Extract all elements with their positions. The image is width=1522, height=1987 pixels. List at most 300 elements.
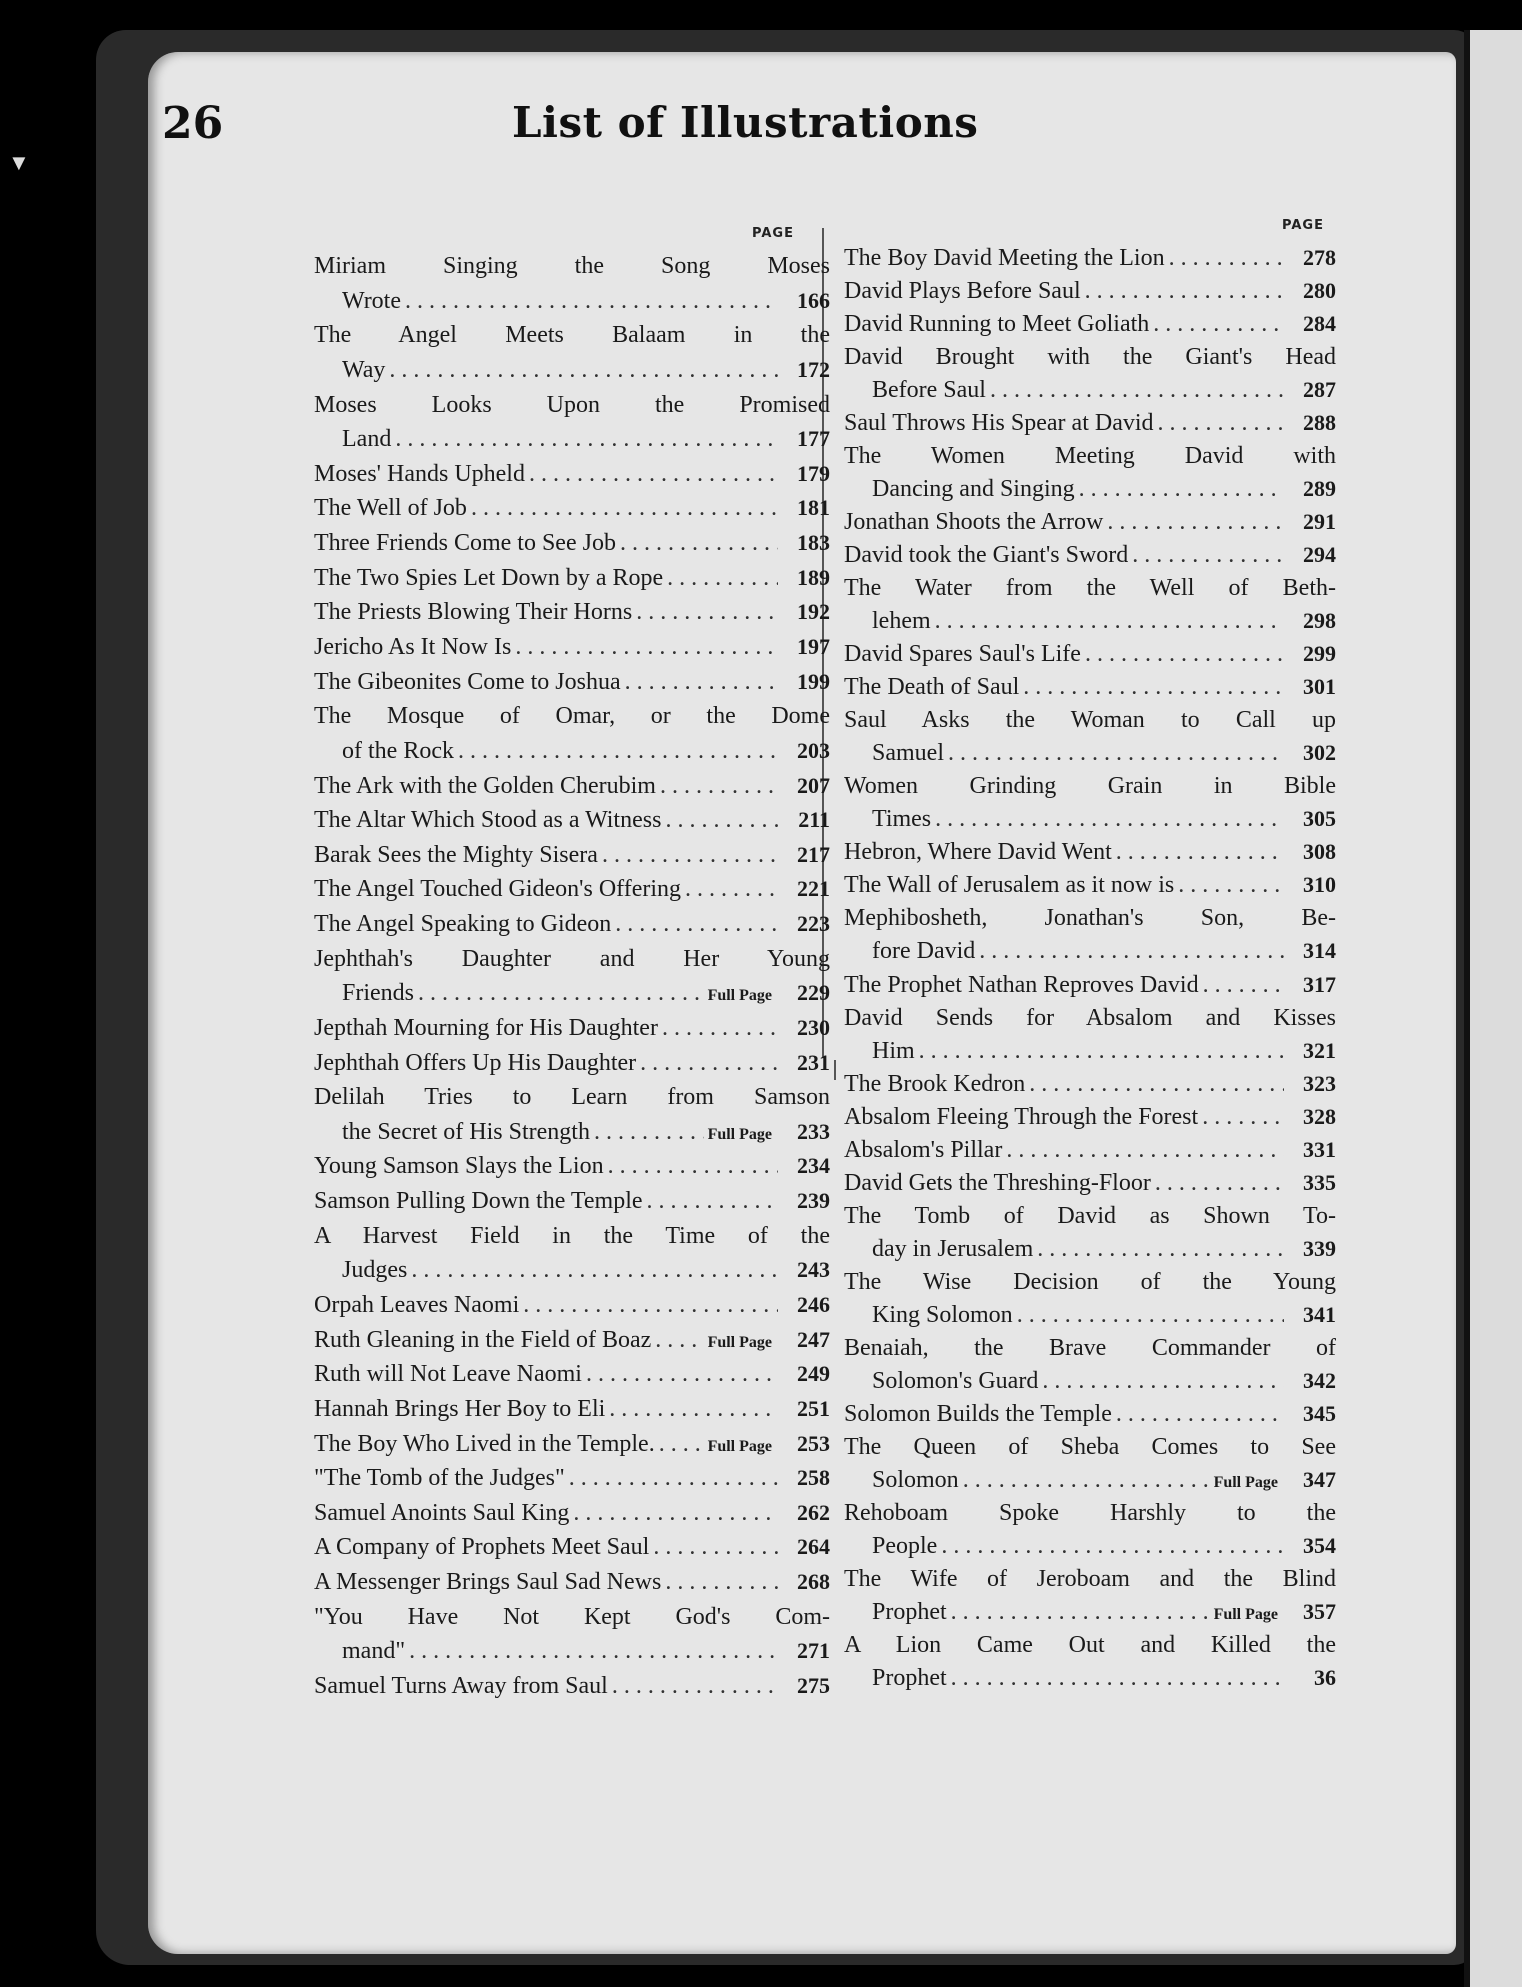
page-ref: 217 <box>797 843 830 867</box>
illustration-entry-line <box>342 739 830 763</box>
page-ref: 258 <box>797 1466 830 1490</box>
page-ref: 36 <box>1314 1666 1336 1690</box>
illustration-entry-line <box>872 939 1336 963</box>
dot-leader <box>573 1501 778 1525</box>
illustration-title: Delilah Tries to Learn from Samson <box>314 1085 830 1109</box>
illustration-title: Solomon Builds the Temple <box>844 1402 1112 1426</box>
dot-leader <box>1155 1171 1284 1195</box>
page-ref: 177 <box>797 427 830 451</box>
illustration-entry-line <box>342 1639 830 1663</box>
illustration-title: "You Have Not Kept God's Com- <box>314 1605 830 1629</box>
dot-leader <box>659 1432 704 1456</box>
dot-leader <box>1116 840 1284 864</box>
illustration-title: "The Tomb of the Judges" <box>314 1466 565 1490</box>
illustration-title: lehem <box>872 609 931 633</box>
dot-leader <box>1202 1105 1284 1129</box>
illustration-title: The Queen of Sheba Comes to See <box>844 1435 1336 1459</box>
illustration-title: The Gibeonites Come to Joshua <box>314 670 621 694</box>
illustration-entry-line <box>314 1189 830 1213</box>
dot-leader <box>1042 1369 1284 1393</box>
dot-leader <box>1085 642 1284 666</box>
dot-leader <box>941 1534 1284 1558</box>
illustration-entry-line <box>314 1224 830 1248</box>
page-ref: 339 <box>1303 1237 1336 1261</box>
page-ref: 181 <box>797 496 830 520</box>
full-page-note: Full Page <box>707 1438 772 1455</box>
illustration-title: Benaiah, the Brave Commander of <box>844 1336 1336 1360</box>
illustration-entry-line <box>872 741 1336 765</box>
illustration-title: Jepthah Mourning for His Daughter <box>314 1016 658 1040</box>
illustration-entry-line <box>872 609 1336 633</box>
illustration-entry-line <box>314 704 830 728</box>
illustration-title: A Lion Came Out and Killed the <box>844 1633 1336 1657</box>
dot-leader <box>935 609 1284 633</box>
illustration-entry-line <box>872 1039 1336 1063</box>
illustration-title: Dancing and Singing <box>872 477 1075 501</box>
dot-leader <box>653 1535 778 1559</box>
illustration-entry-line <box>314 1570 830 1594</box>
dot-leader <box>1203 973 1284 997</box>
dot-leader <box>935 807 1284 831</box>
illustration-entry-line <box>314 254 830 278</box>
page-ref: 289 <box>1303 477 1336 501</box>
page-ref: 211 <box>798 808 830 832</box>
dot-leader <box>640 1051 778 1075</box>
illustration-entry-line <box>844 246 1336 270</box>
illustration-entry-line <box>844 576 1336 600</box>
illustration-title: The Prophet Nathan Reproves David <box>844 973 1199 997</box>
illustration-entry-line <box>844 345 1336 369</box>
illustration-title: Samuel Turns Away from Saul <box>314 1674 608 1698</box>
illustration-title: The Brook Kedron <box>844 1072 1026 1096</box>
illustration-title: Times <box>872 807 932 831</box>
dot-leader <box>1132 543 1284 567</box>
page-ref: 229 <box>797 981 830 1005</box>
dot-leader <box>665 808 778 832</box>
illustration-title: The Mosque of Omar, or the Dome <box>314 704 830 728</box>
dot-leader <box>963 1468 1210 1492</box>
illustration-entry-line <box>314 1362 830 1386</box>
illustration-entry-line <box>844 1006 1336 1030</box>
page-ref: 203 <box>797 739 830 763</box>
left-column-heading: PAGE <box>752 226 794 241</box>
illustration-title: The Death of Saul <box>844 675 1020 699</box>
illustration-title: the Secret of His Strength <box>342 1120 590 1144</box>
dot-leader <box>625 670 778 694</box>
dot-leader <box>418 981 704 1005</box>
illustration-title: The Two Spies Let Down by a Rope <box>314 566 664 590</box>
page-ref: 239 <box>797 1189 830 1213</box>
dot-leader <box>569 1466 778 1490</box>
illustration-entry-line <box>872 1468 1336 1492</box>
illustration-title: Him <box>872 1039 915 1063</box>
page-ref: 284 <box>1303 312 1336 336</box>
illustration-title: Judges <box>342 1258 408 1282</box>
illustration-entry-line <box>342 981 830 1005</box>
page-ref: 323 <box>1303 1072 1336 1096</box>
dot-leader <box>471 496 778 520</box>
illustration-entry-line <box>844 840 1336 864</box>
page-ref: 347 <box>1303 1468 1336 1492</box>
illustration-entry-line <box>314 1085 830 1109</box>
dot-leader <box>990 378 1284 402</box>
illustration-title: fore David <box>872 939 976 963</box>
page-ref: 223 <box>797 912 830 936</box>
dot-leader <box>586 1362 778 1386</box>
illustration-entry-line <box>844 774 1336 798</box>
full-page-note: Full Page <box>1213 1474 1278 1491</box>
illustration-entry-line <box>844 1501 1336 1525</box>
dot-leader <box>602 843 778 867</box>
dot-leader <box>1079 477 1284 501</box>
full-page-note: Full Page <box>707 1126 772 1143</box>
dot-leader <box>1017 1303 1284 1327</box>
page-ref: 247 <box>797 1328 830 1352</box>
dot-leader <box>609 1397 778 1421</box>
illustration-title: Saul Asks the Woman to Call up <box>844 708 1336 732</box>
illustration-title: David Sends for Absalom and Kisses <box>844 1006 1336 1030</box>
illustration-title: Jephthah Offers Up His Daughter <box>314 1051 637 1075</box>
dot-leader <box>608 1154 778 1178</box>
illustration-entry-line <box>314 670 830 694</box>
dot-leader <box>1085 279 1284 303</box>
page-ref: 280 <box>1303 279 1336 303</box>
page-ref: 294 <box>1303 543 1336 567</box>
illustration-title: David Gets the Threshing-Floor <box>844 1171 1151 1195</box>
page-ref: 341 <box>1303 1303 1336 1327</box>
dot-leader <box>1158 411 1284 435</box>
illustration-entry-line <box>872 1600 1336 1624</box>
illustration-entry-line <box>342 358 830 382</box>
page-ref: 308 <box>1303 840 1336 864</box>
page-ref: 189 <box>797 566 830 590</box>
illustration-entry-line <box>314 1432 830 1456</box>
page-ref: 251 <box>797 1397 830 1421</box>
right-column-heading: PAGE <box>1282 218 1324 233</box>
illustration-entry-line <box>844 1105 1336 1129</box>
illustration-entry-line <box>844 1171 1336 1195</box>
illustration-entry-line <box>844 444 1336 468</box>
illustration-title: The Angel Touched Gideon's Offering <box>314 877 682 901</box>
illustration-title: The Well of Job <box>314 496 467 520</box>
illustration-title: Hannah Brings Her Boy to Eli <box>314 1397 606 1421</box>
illustration-title: Mephibosheth, Jonathan's Son, Be- <box>844 906 1336 930</box>
illustration-entry-line <box>844 312 1336 336</box>
illustration-title: Orpah Leaves Naomi <box>314 1293 520 1317</box>
page-ref: 197 <box>797 635 830 659</box>
page-ref: 328 <box>1303 1105 1336 1129</box>
illustration-entry-line <box>844 279 1336 303</box>
illustration-entry-line <box>872 1534 1336 1558</box>
illustration-entry-line <box>314 600 830 624</box>
illustration-entry-line <box>342 427 830 451</box>
illustration-title: Prophet <box>872 1600 947 1624</box>
illustration-title: The Angel Speaking to Gideon <box>314 912 612 936</box>
illustration-entry-line <box>844 1402 1336 1426</box>
illustration-entry-line <box>314 393 830 417</box>
page-ref: 275 <box>797 1674 830 1698</box>
illustration-title: David Spares Saul's Life <box>844 642 1081 666</box>
illustration-title: A Messenger Brings Saul Sad News <box>314 1570 662 1594</box>
page-ref: 199 <box>797 670 830 694</box>
dot-leader <box>620 531 778 555</box>
illustration-title: Barak Sees the Mighty Sisera <box>314 843 598 867</box>
illustration-title: Hebron, Where David Went <box>844 840 1112 864</box>
illustration-title: Rehoboam Spoke Harshly to the <box>844 1501 1336 1525</box>
illustration-title: Samuel <box>872 741 944 765</box>
illustration-entry-line <box>844 973 1336 997</box>
illustration-entry-line <box>314 843 830 867</box>
illustration-title: Three Friends Come to See Job <box>314 531 616 555</box>
illustration-entry-line <box>314 496 830 520</box>
dot-leader <box>594 1120 704 1144</box>
illustration-entry-line <box>314 808 830 832</box>
illustration-entry-line <box>844 1435 1336 1459</box>
illustration-entry-line <box>872 807 1336 831</box>
dot-leader <box>951 1666 1284 1690</box>
dot-leader <box>1178 873 1284 897</box>
page-ref: 207 <box>797 774 830 798</box>
page-ref: 264 <box>797 1535 830 1559</box>
page-ref: 288 <box>1303 411 1336 435</box>
page-ref: 321 <box>1303 1039 1336 1063</box>
illustration-entry-line <box>342 1120 830 1144</box>
dot-leader <box>612 1674 778 1698</box>
illustration-entry-line <box>872 1369 1336 1393</box>
illustration-title: David Brought with the Giant's Head <box>844 345 1336 369</box>
illustration-entry-line <box>872 1237 1336 1261</box>
illustration-title: The Altar Which Stood as a Witness <box>314 808 662 832</box>
page-ref: 192 <box>797 600 830 624</box>
illustration-entry-line <box>844 411 1336 435</box>
illustration-title: day in Jerusalem <box>872 1237 1034 1261</box>
dot-leader <box>685 877 778 901</box>
illustration-title: Jericho As It Now Is <box>314 635 512 659</box>
dot-leader <box>409 1639 778 1663</box>
page-ref: 231 <box>797 1051 830 1075</box>
illustration-entry-line <box>872 477 1336 501</box>
illustration-title: David Running to Meet Goliath <box>844 312 1150 336</box>
illustration-title: Way <box>342 358 386 382</box>
page-ref: 302 <box>1303 741 1336 765</box>
illustration-entry-line <box>314 1605 830 1629</box>
page-number: 26 <box>162 98 224 149</box>
illustration-entry-line <box>314 1051 830 1075</box>
illustration-title: Solomon <box>872 1468 959 1492</box>
illustration-title: David took the Giant's Sword <box>844 543 1129 567</box>
dot-leader <box>667 566 778 590</box>
dot-leader <box>919 1039 1284 1063</box>
full-page-note: Full Page <box>707 1334 772 1351</box>
page-ref: 183 <box>797 531 830 555</box>
illustration-entry-line <box>844 1567 1336 1591</box>
page-ref: 249 <box>797 1362 830 1386</box>
page-ref: 317 <box>1303 973 1336 997</box>
dot-leader <box>662 1016 778 1040</box>
page-ref: 301 <box>1303 675 1336 699</box>
illustration-title: The Wise Decision of the Young <box>844 1270 1336 1294</box>
illustration-entry-line <box>314 774 830 798</box>
full-page-note: Full Page <box>707 987 772 1004</box>
page-ref: 172 <box>797 358 830 382</box>
facing-page-edge <box>1464 30 1522 1987</box>
dot-leader <box>660 774 778 798</box>
page-ref: 271 <box>797 1639 830 1663</box>
dot-leader <box>1116 1402 1284 1426</box>
illustration-entry-line <box>314 1535 830 1559</box>
page-ref: 291 <box>1303 510 1336 534</box>
illustration-title: Wrote <box>342 289 402 313</box>
illustration-title: King Solomon <box>872 1303 1013 1327</box>
page-ref: 298 <box>1303 609 1336 633</box>
illustration-entry-line <box>844 906 1336 930</box>
page-ref: 230 <box>797 1016 830 1040</box>
page-ref: 310 <box>1303 873 1336 897</box>
illustration-title: Jephthah's Daughter and Her Young <box>314 947 830 971</box>
dot-leader <box>1006 1138 1284 1162</box>
illustration-entry-line <box>872 1303 1336 1327</box>
dot-leader <box>515 635 778 659</box>
page-ref: 331 <box>1303 1138 1336 1162</box>
illustration-title: Young Samson Slays the Lion <box>314 1154 604 1178</box>
illustration-title: David Plays Before Saul <box>844 279 1081 303</box>
illustration-title: A Harvest Field in the Time of the <box>314 1224 830 1248</box>
page-ref: 179 <box>797 462 830 486</box>
illustration-title: Land <box>342 427 392 451</box>
illustration-title: Miriam Singing the Song Moses <box>314 254 830 278</box>
illustration-title: The Wall of Jerusalem as it now is <box>844 873 1175 897</box>
illustration-title: Ruth Gleaning in the Field of Boaz <box>314 1328 652 1352</box>
page-ref: 287 <box>1303 378 1336 402</box>
illustration-title: Jonathan Shoots the Arrow <box>844 510 1104 534</box>
dot-leader <box>647 1189 778 1213</box>
page-ref: 278 <box>1303 246 1336 270</box>
page-ref: 354 <box>1303 1534 1336 1558</box>
illustration-entry-line <box>314 1154 830 1178</box>
illustration-entry-line <box>314 947 830 971</box>
page-ref: 342 <box>1303 1369 1336 1393</box>
margin-mark-icon: ▼ <box>8 150 30 175</box>
illustration-entry-line <box>844 1336 1336 1360</box>
illustration-entry-line <box>314 531 830 555</box>
illustration-entry-line <box>314 1397 830 1421</box>
column-divider-mark <box>834 1060 836 1080</box>
dot-leader <box>1153 312 1284 336</box>
illustration-entry-line <box>314 462 830 486</box>
illustration-title: The Wife of Jeroboam and the Blind <box>844 1567 1336 1591</box>
illustration-title: Solomon's Guard <box>872 1369 1039 1393</box>
dot-leader <box>655 1328 703 1352</box>
page-ref: 357 <box>1303 1600 1336 1624</box>
illustration-title: Samuel Anoints Saul King <box>314 1501 570 1525</box>
page-ref: 234 <box>797 1154 830 1178</box>
illustration-entry-line <box>314 1466 830 1490</box>
illustration-title: Saul Throws His Spear at David <box>844 411 1154 435</box>
illustration-entry-line <box>314 566 830 590</box>
illustration-entry-line <box>844 1633 1336 1657</box>
running-title: List of Illustrations <box>512 98 979 147</box>
illustration-entry-line <box>844 1072 1336 1096</box>
dot-leader <box>1029 1072 1284 1096</box>
illustration-entry-line <box>314 877 830 901</box>
illustration-title: The Boy David Meeting the Lion <box>844 246 1165 270</box>
illustration-entry-line <box>844 642 1336 666</box>
page-ref: 243 <box>797 1258 830 1282</box>
dot-leader <box>523 1293 778 1317</box>
illustration-title: The Water from the Well of Beth- <box>844 576 1336 600</box>
illustration-entry-line <box>314 635 830 659</box>
illustration-entry-line <box>342 289 830 313</box>
illustration-entry-line <box>314 1501 830 1525</box>
illustration-entry-line <box>314 1328 830 1352</box>
illustration-title: The Tomb of David as Shown To- <box>844 1204 1336 1228</box>
illustration-entry-line <box>844 1138 1336 1162</box>
page-ref: 262 <box>797 1501 830 1525</box>
dot-leader <box>529 462 778 486</box>
dot-leader <box>948 741 1284 765</box>
illustration-title: Prophet <box>872 1666 947 1690</box>
illustration-entry-line <box>844 675 1336 699</box>
page-ref: 166 <box>797 289 830 313</box>
dot-leader <box>389 358 778 382</box>
dot-leader <box>979 939 1284 963</box>
page-ref: 305 <box>1303 807 1336 831</box>
page-ref: 246 <box>797 1293 830 1317</box>
illustration-title: Friends <box>342 981 414 1005</box>
dot-leader <box>1107 510 1284 534</box>
illustration-title: Samson Pulling Down the Temple <box>314 1189 643 1213</box>
dot-leader <box>665 1570 778 1594</box>
dot-leader <box>1023 675 1284 699</box>
dot-leader <box>395 427 778 451</box>
illustration-entry-line <box>844 873 1336 897</box>
page-ref: 314 <box>1303 939 1336 963</box>
dot-leader <box>405 289 778 313</box>
illustration-title: Absalom's Pillar <box>844 1138 1003 1162</box>
illustration-title: People <box>872 1534 938 1558</box>
illustration-entry-line <box>314 1016 830 1040</box>
illustration-entry-line <box>872 1666 1336 1690</box>
dot-leader <box>636 600 778 624</box>
illustration-title: The Ark with the Golden Cherubim <box>314 774 656 798</box>
dot-leader <box>458 739 778 763</box>
illustration-entry-line <box>844 1270 1336 1294</box>
page-ref: 268 <box>797 1570 830 1594</box>
illustration-title: Moses Looks Upon the Promised <box>314 393 830 417</box>
dot-leader <box>615 912 778 936</box>
dot-leader <box>1169 246 1284 270</box>
illustration-title: Absalom Fleeing Through the Forest <box>844 1105 1199 1129</box>
illustration-entry-line <box>844 1204 1336 1228</box>
illustration-entry-line <box>314 912 830 936</box>
dot-leader <box>411 1258 778 1282</box>
illustration-entry-line <box>314 323 830 347</box>
illustration-entry-line <box>844 543 1336 567</box>
page-ref: 233 <box>797 1120 830 1144</box>
illustration-title: mand" <box>342 1639 406 1663</box>
illustration-entry-line <box>342 1258 830 1282</box>
illustration-entry-line <box>314 1674 830 1698</box>
illustration-title: Before Saul <box>872 378 986 402</box>
illustration-entry-line <box>314 1293 830 1317</box>
illustration-title: A Company of Prophets Meet Saul <box>314 1535 650 1559</box>
page-ref: 345 <box>1303 1402 1336 1426</box>
illustration-title: Moses' Hands Upheld <box>314 462 525 486</box>
illustration-title: The Boy Who Lived in the Temple. <box>314 1432 655 1456</box>
illustration-title: The Women Meeting David with <box>844 444 1336 468</box>
illustration-entry-line <box>844 708 1336 732</box>
page-ref: 335 <box>1303 1171 1336 1195</box>
